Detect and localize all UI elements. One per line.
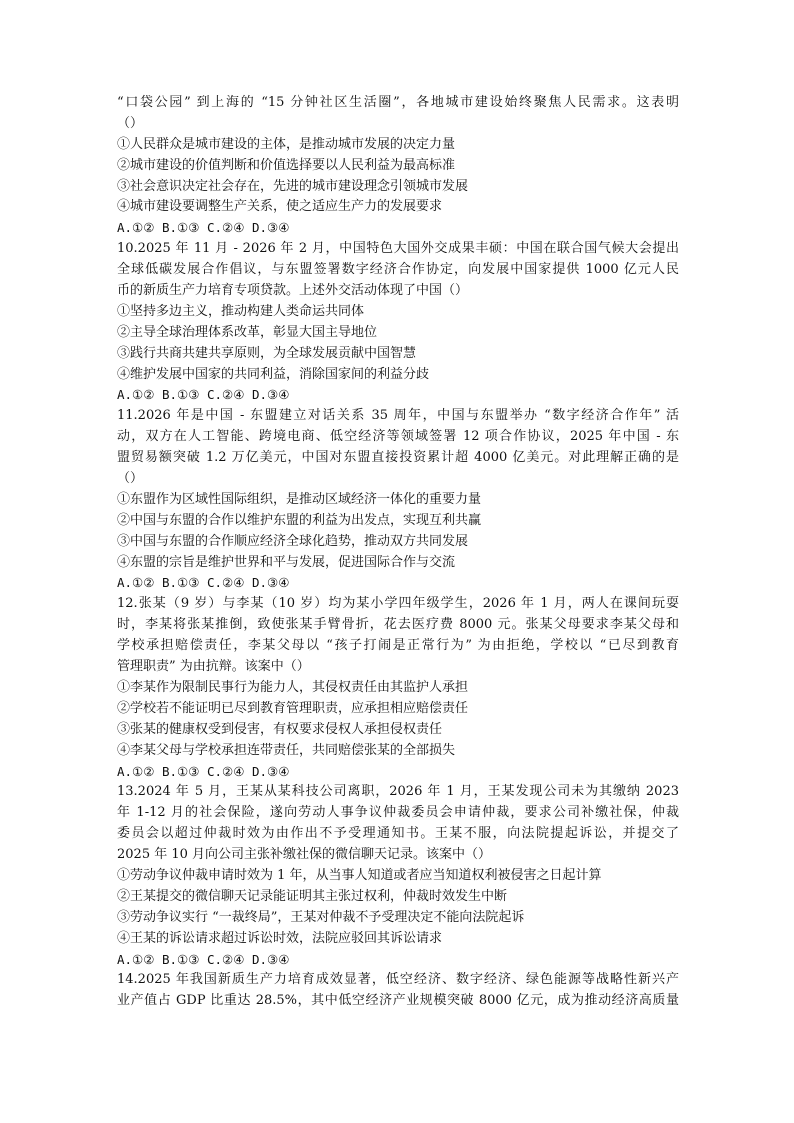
text-line: ③劳动争议实行 “一裁终局”，王某对仲裁不予受理决定不能向法院起诉: [117, 909, 525, 925]
text-line: ④李某父母与学校承担连带责任，共同赔偿张某的全部损失: [117, 742, 456, 758]
text-line: 年 1-12 月的社会保险，遂向劳动人事争议仲裁委员会申请仲裁，要求公司补缴社保，仲裁: [117, 805, 679, 821]
answer-choices-line: A.①② B.①③ C.②④ D.③④: [117, 575, 290, 591]
text-line: ④东盟的宗旨是维护世界和平与发展，促进国际合作与交流: [117, 554, 456, 570]
text-line: 12.张某（9 岁）与李某（10 岁）均为某小学四年级学生，2026 年 1 月，两人在课间玩耍: [117, 596, 679, 612]
text-line: ②主导全球治理体系改革，彰显大国主导地位: [117, 324, 378, 340]
text-line: 业产值占 GDP 比重达 28.5%，其中低空经济产业规模突破 8000 亿元，成为推动经济高质量: [117, 993, 679, 1009]
text-line: ③中国与东盟的合作顺应经济全球化趋势，推动双方共同发展: [117, 533, 469, 549]
text-line: ②中国与东盟的合作以维护东盟的利益为出发点，实现互利共赢: [117, 512, 482, 528]
answer-choices-line: A.①② B.①③ C.②④ D.③④: [117, 951, 290, 967]
text-line: 11.2026 年是中国 - 东盟建立对话关系 35 周年，中国与东盟举办 “数字经济合作年” 活: [117, 408, 679, 424]
text-line: 14.2025 年我国新质生产力培育成效显著，低空经济、数字经济、绿色能源等战略性新兴产: [117, 972, 679, 988]
text-line: ①人民群众是城市建设的主体，是推动城市发展的决定力量: [117, 136, 456, 152]
text-line: ③社会意识决定社会存在，先进的城市建设理念引领城市发展: [117, 178, 469, 194]
text-line: 委员会以超过仲裁时效为由作出不予受理通知书。王某不服，向法院提起诉讼，并提交了: [117, 826, 679, 842]
text-line: 全球低碳发展合作倡议，与东盟签署数字经济合作协定，向发展中国家提供 1000 亿元人民: [117, 262, 679, 278]
text-line: 10.2025 年 11 月 - 2026 年 2 月，中国特色大国外交成果丰硕：中国在联合国气候大会提出: [117, 241, 679, 257]
text-line: 动，双方在人工智能、跨境电商、低空经济等领域签署 12 项合作协议，2025 年中国 - 东: [117, 429, 679, 445]
answer-choices-line: A.①② B.①③ C.②④ D.③④: [117, 387, 290, 403]
text-line: 盟贸易额突破 1.2 万亿美元，中国对东盟直接投资累计超 4000 亿美元。对此理解正确的是: [117, 450, 679, 466]
text-line: ②城市建设的价值判断和价值选择要以人民利益为最高标准: [117, 157, 456, 173]
text-line: ②学校若不能证明已尽到教育管理职责，应承担相应赔偿责任: [117, 700, 469, 716]
text-line: ①东盟作为区域性国际组织，是推动区域经济一体化的重要力量: [117, 491, 482, 507]
text-line: 13.2024 年 5 月，王某从某科技公司离职，2026 年 1 月，王某发现公司未为其缴纳 2023: [117, 784, 679, 800]
text-line: 时，李某将张某推倒，致使张某手臂骨折，花去医疗费 8000 元。张某父母要求李某父母和: [117, 617, 679, 633]
text-line: ③张某的健康权受到侵害，有权要求侵权人承担侵权责任: [117, 721, 443, 737]
text-line: （）: [117, 471, 144, 487]
text-line: ②王某提交的微信聊天记录能证明其主张过权利，仲裁时效发生中断: [117, 888, 508, 904]
text-line: （）: [117, 115, 144, 131]
answer-choices-line: A.①② B.①③ C.②④ D.③④: [117, 220, 290, 236]
text-line: ④王某的诉讼请求超过诉讼时效，法院应驳回其诉讼请求: [117, 930, 443, 946]
text-line: ④城市建设要调整生产关系，使之适应生产力的发展要求: [117, 199, 443, 215]
text-line: 币的新质生产力培育专项贷款。上述外交活动体现了中国（）: [117, 283, 469, 299]
text-line: ③践行共商共建共享原则，为全球发展贡献中国智慧: [117, 345, 417, 361]
text-line: ①劳动争议仲裁申请时效为 1 年，从当事人知道或者应当知道权利被侵害之日起计算: [117, 867, 602, 883]
text-line: ④维护发展中国家的共同利益，消除国家间的利益分歧: [117, 366, 430, 382]
text-line: 2025 年 10 月向公司主张补缴社保的微信聊天记录。该案中（）: [117, 847, 492, 863]
text-line: ①李某作为限制民事行为能力人，其侵权责任由其监护人承担: [117, 679, 469, 695]
text-line: 管理职责” 为由抗辩。该案中（）: [117, 659, 310, 675]
document-page: [117, 93, 679, 1012]
text-line: 学校承担赔偿责任，李某父母以 “孩子打闹是正常行为” 为由拒绝，学校以 “已尽到教育: [117, 638, 679, 654]
text-line: ①坚持多边主义，推动构建人类命运共同体: [117, 303, 365, 319]
text-line: “口袋公园” 到上海的 “15 分钟社区生活圈”，各地城市建设始终聚焦人民需求。这表明: [117, 95, 679, 110]
answer-choices-line: A.①② B.①③ C.②④ D.③④: [117, 763, 290, 779]
